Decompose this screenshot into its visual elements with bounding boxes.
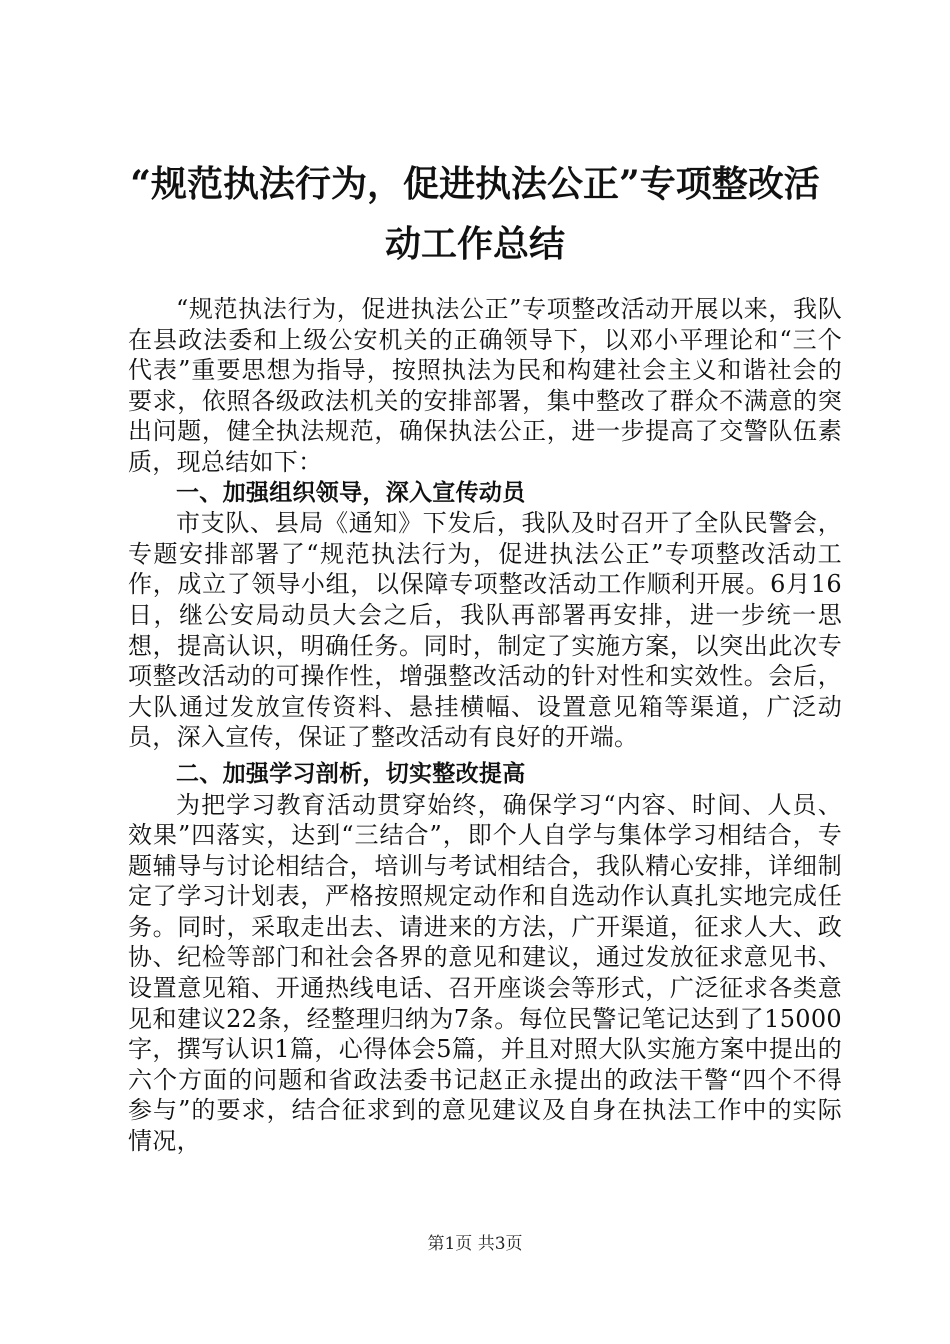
document-title-line-1: “规范执法行为，促进执法公正”专项整改活 bbox=[130, 163, 820, 205]
document-title-line-2: 动工作总结 bbox=[384, 223, 565, 265]
section-paragraph-2: 为把学习教育活动贯穿始终，确保学习“内容、时间、人员、效果”四落实，达到“三结合”，即个人自学与集体学习相结合，专题辅导与讨论相结合，培训与考试相结合，我队精心安排，详细制定了学习计划表，严格按照规定动作和自选动作认真扎实地完成任务。同时，采取走出去、请进来的方法，广开渠道，征求人大、政协、纪检等部门和社会各界的意见和建议，通过发放征求意见书、设置意见箱、开通热线电话、召开座谈会等形式，广泛征求各类意见和建议22条，经整理归纳为7条。每位民警记笔记达到了15000字，撰写认识1篇，心得体会5篇，并且对照大队实施方案中提出的六个方面的问题和省政法委书记赵正永提出的政法干警“四个不得参与”的要求，结合征求到的意见建议及自身在执法工作中的实际情况， bbox=[128, 790, 842, 1156]
page-footer: 第1页 共3页 bbox=[427, 1234, 523, 1254]
document-body bbox=[128, 294, 842, 1157]
section-heading-2: 二、加强学习剖析，切实整改提高 bbox=[176, 760, 526, 787]
intro-paragraph: “规范执法行为，促进执法公正”专项整改活动开展以来，我队在县政法委和上级公安机关的正确领导下，以邓小平理论和“三个代表”重要思想为指导，按照执法为民和构建社会主义和谐社会的要求，依照各级政法机关的安排部署，集中整改了群众不满意的突出问题，健全执法规范，确保执法公正，进一步提高了交警队伍素质，现总结如下： bbox=[128, 295, 842, 476]
section-heading-1: 一、加强组织领导，深入宣传动员 bbox=[176, 479, 526, 506]
section-paragraph-1: 市支队、县局《通知》下发后，我队及时召开了全队民警会，专题安排部署了“规范执法行为，促进执法公正”专项整改活动工作，成立了领导小组，以保障专项整改活动工作顺利开展。6月16日，继公安局动员大会之后，我队再部署再安排，进一步统一思想，提高认识，明确任务。同时，制定了实施方案，以突出此次专项整改活动的可操作性，增强整改活动的针对性和实效性。会后，大队通过发放宣传资料、悬挂横幅、设置意见箱等渠道，广泛动员，深入宣传，保证了整改活动有良好的开端。 bbox=[128, 509, 842, 752]
